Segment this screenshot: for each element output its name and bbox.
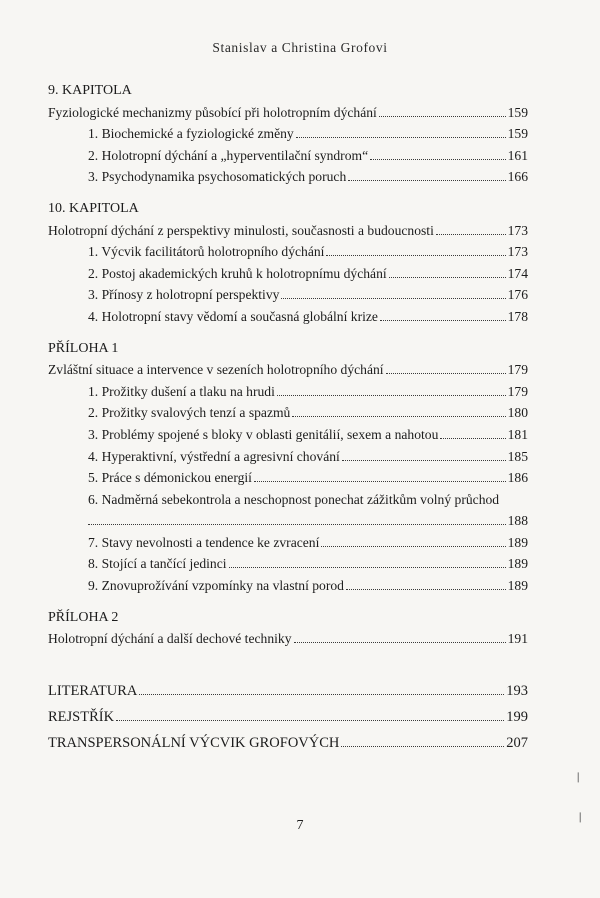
- dot-leader: [342, 459, 506, 461]
- table-of-contents: [48, 80, 528, 756]
- entry-page: 186: [507, 470, 528, 486]
- toc-entry-vycvik: [48, 730, 528, 756]
- entry-title: 3. Psychodynamika psychosomatických poruch: [88, 169, 347, 185]
- dot-leader: [321, 545, 505, 547]
- entry-title: 1. Výcvik facilitátorů holotropního dýchání: [88, 244, 325, 260]
- entry-title: Holotropní dýchání a další dechové techniky: [48, 631, 292, 647]
- entry-page: 178: [507, 308, 528, 324]
- dot-leader: [348, 179, 505, 181]
- dot-leader: [389, 276, 506, 278]
- toc-entry-main: [48, 628, 528, 650]
- dot-leader: [116, 719, 504, 721]
- dot-leader: [292, 415, 505, 417]
- entry-page: 174: [507, 265, 528, 281]
- dot-leader: [139, 693, 504, 695]
- dot-leader: [277, 394, 506, 396]
- section-heading: PŘÍLOHA 1: [48, 340, 119, 356]
- entry-title: LITERATURA: [48, 682, 138, 699]
- entry-title: Fyziologické mechanizmy působící při holotropním dýchání: [48, 104, 377, 120]
- dot-leader: [326, 254, 505, 256]
- entry-page: 189: [507, 556, 528, 572]
- dot-leader: [346, 588, 506, 590]
- entry-title: 3. Přínosy z holotropní perspektivy: [88, 287, 280, 303]
- entry-title: REJSTŘÍK: [48, 708, 115, 725]
- section-heading: 9. KAPITOLA: [48, 83, 132, 98]
- entry-page: 179: [507, 383, 528, 399]
- dot-leader: [281, 297, 505, 299]
- toc-entry: [48, 381, 528, 403]
- dot-leader: [296, 136, 506, 138]
- entry-title: 2. Postoj akademických kruhů k holotropnímu dýchání: [88, 265, 387, 281]
- entry-page: 173: [507, 244, 528, 260]
- toc-section-priloha-1: [48, 338, 528, 597]
- toc-entry-wrapped: [48, 489, 528, 511]
- toc-entry: [48, 575, 528, 597]
- entry-page: 176: [507, 287, 528, 303]
- entry-page: 181: [507, 426, 528, 442]
- dot-leader: [436, 233, 506, 235]
- toc-entry: [48, 241, 528, 263]
- dot-leader: [370, 158, 506, 160]
- dot-leader: [379, 115, 506, 117]
- entry-title: 5. Práce s démonickou energií: [88, 470, 252, 486]
- entry-page: 199: [506, 708, 528, 725]
- entry-page: 188: [507, 513, 528, 529]
- toc-entry: [48, 166, 528, 188]
- entry-title: 3. Problémy spojené s bloky v oblasti genitálií, sexem a nahotou: [88, 426, 439, 442]
- dot-leader: [88, 523, 506, 525]
- dot-leader: [294, 641, 506, 643]
- toc-entry: [48, 123, 528, 145]
- section-heading: 10. KAPITOLA: [48, 200, 139, 216]
- toc-entry: [48, 284, 528, 306]
- entry-title: Zvláštní situace a intervence v sezeních holotropního dýchání: [48, 362, 384, 378]
- entry-title: 4. Hyperaktivní, výstřední a agresivní chování: [88, 448, 340, 464]
- entry-page: 159: [507, 104, 528, 120]
- toc-entry-literatura: [48, 678, 528, 704]
- dot-leader: [254, 480, 506, 482]
- toc-entry-main: [48, 220, 528, 242]
- toc-entry-main: [48, 359, 528, 381]
- entry-title: 4. Holotropní stavy vědomí a současná globální krize: [88, 308, 378, 324]
- entry-title: 2. Prožitky svalových tenzí a spazmů: [88, 405, 291, 421]
- toc-entry: [48, 446, 528, 468]
- toc-entry: [48, 553, 528, 575]
- dot-leader: [229, 566, 506, 568]
- entry-page: 173: [507, 222, 528, 238]
- entry-page: 180: [507, 405, 528, 421]
- toc-entry: [48, 467, 528, 489]
- entry-page: 193: [506, 682, 528, 699]
- entry-page: 161: [507, 147, 528, 163]
- entry-title: 6. Nadměrná sebekontrola a neschopnost ponechat zážitkům volný průchod: [88, 491, 500, 507]
- toc-entry-rejstrik: [48, 704, 528, 730]
- toc-entry-continuation: [48, 510, 528, 532]
- toc-back-matter: [48, 678, 528, 756]
- entry-page: 189: [507, 578, 528, 594]
- dot-leader: [380, 319, 506, 321]
- entry-title: 8. Stojící a tančící jedinci: [88, 556, 227, 572]
- dot-leader: [341, 745, 504, 747]
- entry-title: 1. Biochemické a fyziologické změny: [88, 126, 294, 142]
- running-head: Stanislav a Christina Grofovi: [212, 40, 388, 55]
- toc-entry: [48, 263, 528, 285]
- entry-page: 179: [507, 362, 528, 378]
- section-heading: PŘÍLOHA 2: [48, 609, 119, 625]
- entry-title: Holotropní dýchání z perspektivy minulosti, současnosti a budoucnosti: [48, 222, 434, 238]
- toc-entry: [48, 532, 528, 554]
- toc-section-priloha-2: [48, 607, 528, 650]
- toc-entry: [48, 306, 528, 328]
- entry-title: 1. Prožitky dušení a tlaku na hrudi: [88, 383, 275, 399]
- scan-mark: ❘: [574, 772, 583, 783]
- entry-page: 207: [506, 734, 528, 751]
- entry-page: 159: [507, 126, 528, 142]
- entry-title: 2. Holotropní dýchání a „hyperventilační syndrom“: [88, 147, 369, 163]
- toc-section-kapitola-9: [48, 80, 528, 188]
- dot-leader: [440, 437, 505, 439]
- toc-entry: [48, 424, 528, 446]
- entry-title: 7. Stavy nevolnosti a tendence ke zvracení: [88, 534, 320, 550]
- toc-entry: [48, 402, 528, 424]
- toc-entry: [48, 145, 528, 167]
- entry-title: TRANSPERSONÁLNÍ VÝCVIK GROFOVÝCH: [48, 734, 340, 751]
- toc-section-kapitola-10: [48, 198, 528, 328]
- entry-page: 189: [507, 534, 528, 550]
- scan-mark: ❘: [576, 812, 585, 823]
- entry-page: 166: [507, 169, 528, 185]
- entry-page: 191: [507, 631, 528, 647]
- dot-leader: [386, 372, 506, 374]
- entry-title: 9. Znovuprožívání vzpomínky na vlastní porod: [88, 578, 344, 594]
- page-number: 7: [296, 818, 304, 833]
- toc-entry-main: [48, 102, 528, 124]
- entry-page: 185: [507, 448, 528, 464]
